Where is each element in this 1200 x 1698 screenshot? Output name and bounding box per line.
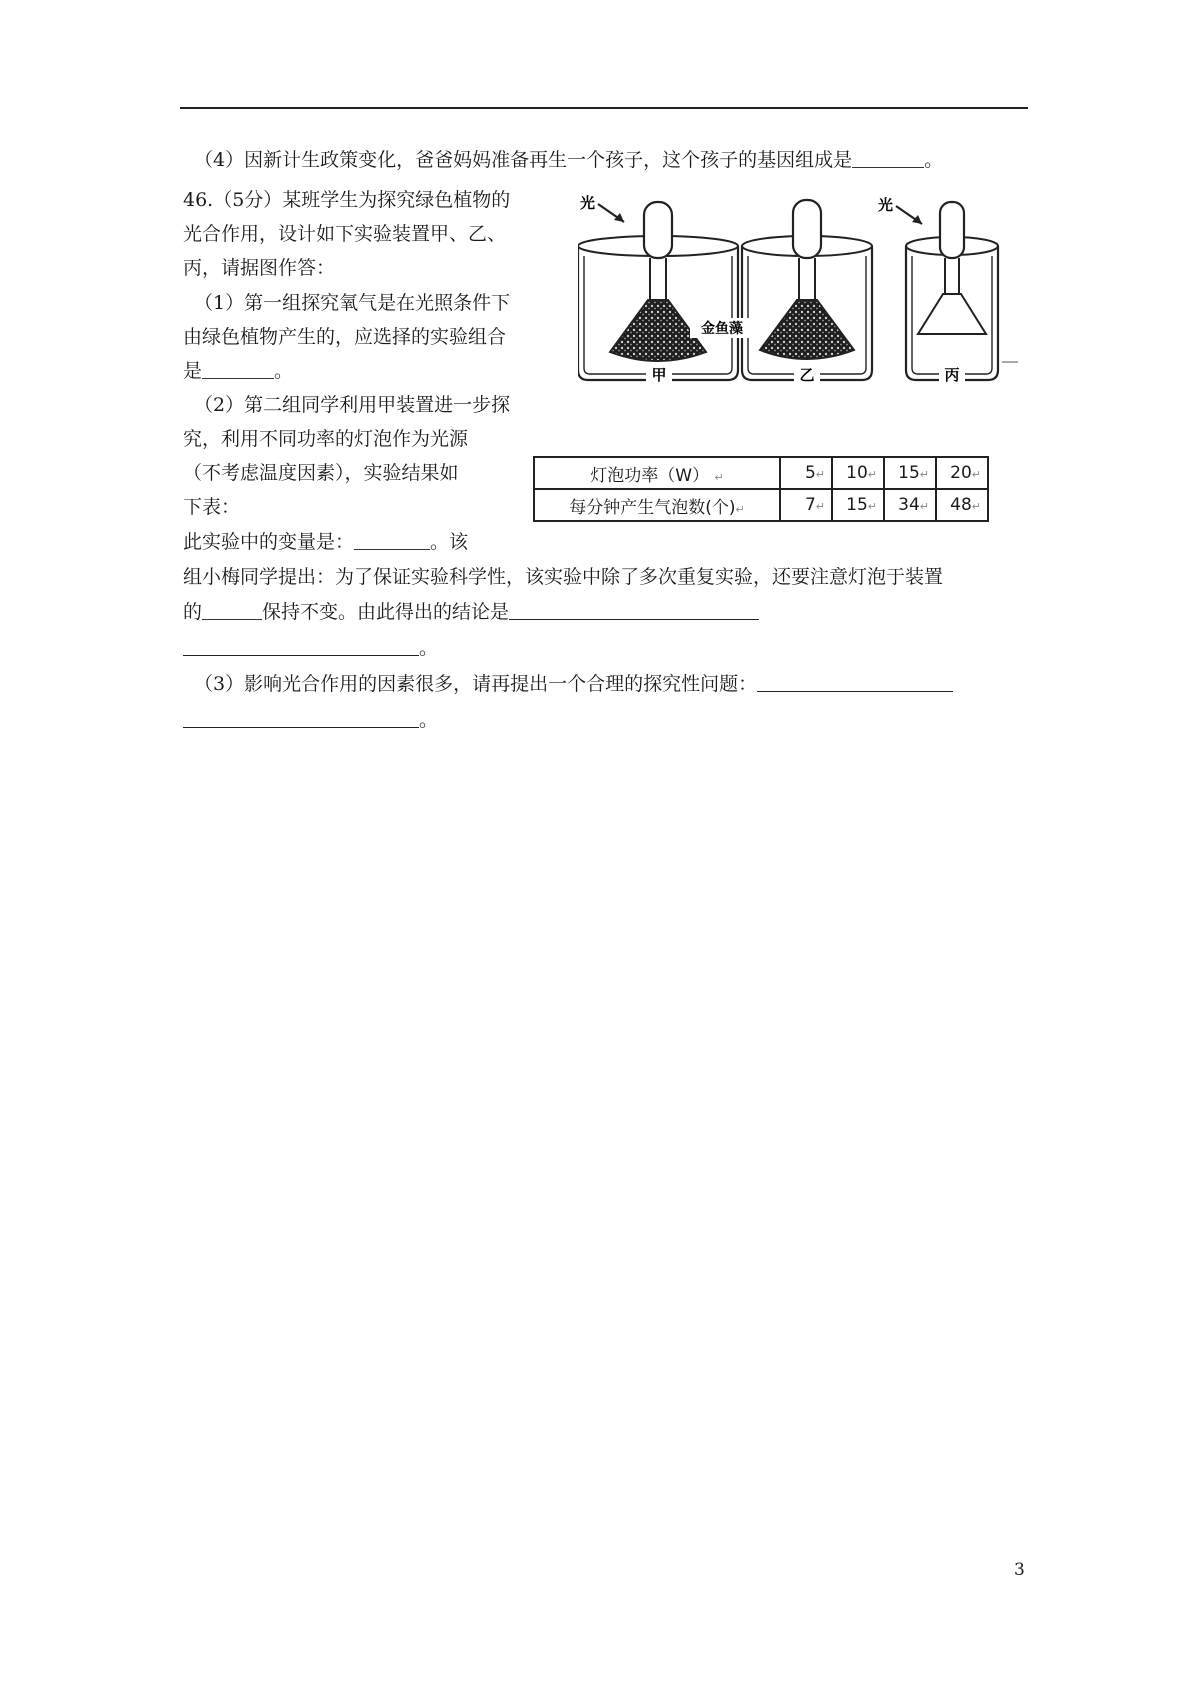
q46-p3-line-2: 。 <box>183 708 438 732</box>
q46-intro-line-1: 46.（5分）某班学生为探究绿色植物的 <box>183 189 511 211</box>
q46-p2-line-3: （不考虑温度因素），实验结果如 <box>183 462 459 484</box>
header-rule <box>180 107 1028 109</box>
label-jia: 甲 <box>651 366 667 384</box>
plant-label: 金鱼藻 <box>701 321 743 337</box>
label-yi: 乙 <box>799 366 815 384</box>
light-arrow-c-head <box>912 215 922 224</box>
waterweed-yi <box>760 300 854 359</box>
page-number: 3 <box>1014 1560 1025 1580</box>
light-label-a: 光 <box>580 194 596 212</box>
q46-intro-line-3: 丙，请据图作答： <box>183 257 336 279</box>
table-cell: 20↵ <box>936 457 988 489</box>
p2-variable-blank[interactable] <box>354 531 430 550</box>
p3-question-blank-continued[interactable] <box>183 709 419 728</box>
q46-p2-line-6: 组小梅同学提出：为了保证实验科学性，该实验中除了多次重复实验，还要注意灯泡于装置 <box>183 566 944 588</box>
q46-p2-line-7: 的 保持不变。由此得出的结论是 <box>183 600 759 624</box>
table-header-cell: 灯泡功率（W） ↵ <box>534 457 780 489</box>
q46-p2-line-2: 究，利用不同功率的灯泡作为光源 <box>183 428 469 450</box>
beaker-yi <box>742 200 872 380</box>
beaker-bing <box>906 202 998 380</box>
empty-funnel-bing <box>918 294 986 334</box>
table-cell: 15↵ <box>832 489 884 521</box>
light-arrow-a-head <box>614 213 624 222</box>
table-row <box>534 457 988 489</box>
table-cell: 10↵ <box>832 457 884 489</box>
q46-p2-variable-line: 此实验中的变量是： 。该 <box>183 531 469 553</box>
label-bing: 丙 <box>944 366 960 384</box>
q46-intro-line-2: 光合作用，设计如下实验装置甲、乙、 <box>183 223 507 245</box>
table-cell: 7↵ <box>780 489 832 521</box>
q46-p1-line-1: （1）第一组探究氧气是在光照条件下 <box>194 292 511 314</box>
light-label-c: 光 <box>878 196 894 214</box>
q46-p2-line-4: 下表： <box>183 496 241 518</box>
q4-answer-blank[interactable] <box>852 149 924 168</box>
p1-answer-blank[interactable] <box>202 360 274 379</box>
table-cell: 34↵ <box>884 489 936 521</box>
results-table <box>533 456 989 522</box>
q46-p1-line-2: 由绿色植物产生的，应选择的实验组合 <box>183 326 507 348</box>
p2-position-blank[interactable] <box>202 601 262 620</box>
table-cell: 15↵ <box>884 457 936 489</box>
table-cell: 5↵ <box>780 457 832 489</box>
table-header-cell: 每分钟产生气泡数(个)↵ <box>534 489 780 521</box>
beaker-jia <box>578 202 738 380</box>
p2-conclusion-blank[interactable] <box>509 601 759 620</box>
p3-question-blank[interactable] <box>757 673 953 692</box>
table-row <box>534 489 988 521</box>
q46-p2-line-1: （2）第二组同学利用甲装置进一步探 <box>194 394 511 416</box>
p2-conclusion-blank-continued[interactable] <box>183 637 419 656</box>
experiment-apparatus-diagram <box>578 190 1018 390</box>
q46-p2-line-8: 。 <box>183 636 438 660</box>
q46-p1-line-3: 是 。 <box>183 360 294 382</box>
q4-subquestion: （4）因新计生政策变化，爸爸妈妈准备再生一个孩子，这个孩子的基因组成是 。 <box>194 149 944 171</box>
q46-p3-line-1: （3）影响光合作用的因素很多，请再提出一个合理的探究性问题： <box>194 672 953 696</box>
table-cell: 48↵ <box>936 489 988 521</box>
